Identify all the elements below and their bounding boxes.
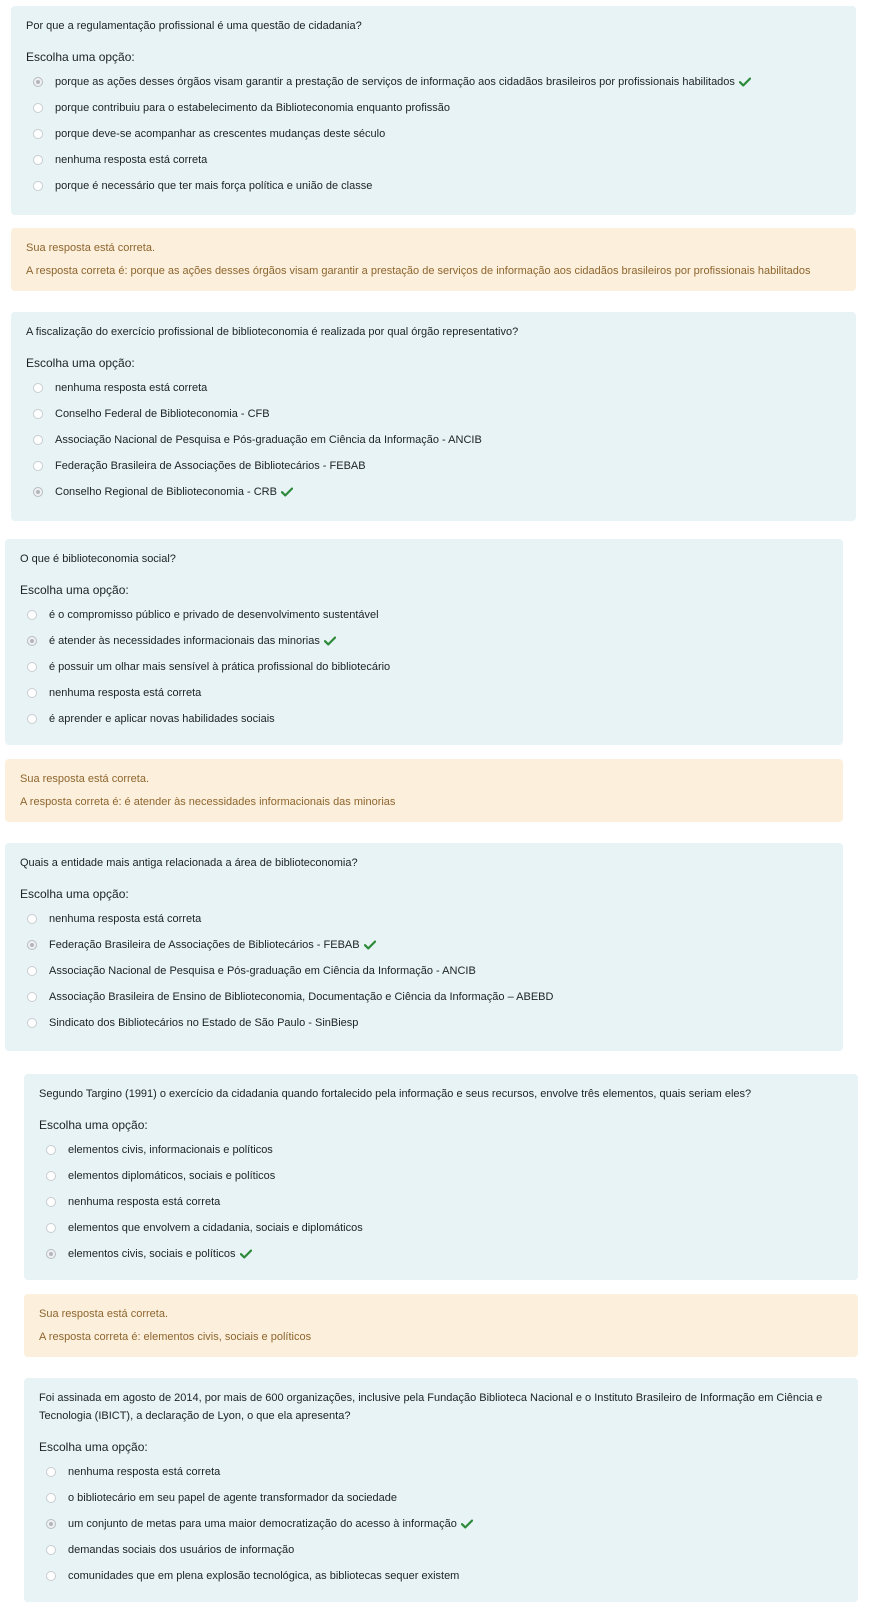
answer-option[interactable] [39,1215,843,1241]
check-icon [281,487,293,497]
radio-button[interactable] [33,181,43,191]
radio-button[interactable] [27,662,37,672]
answer-option-label[interactable]: é atender às necessidades informacionais das minorias [49,635,320,647]
radio-button[interactable] [46,1197,56,1207]
radio-button[interactable] [46,1493,56,1503]
answer-option-label[interactable]: nenhuma resposta está correta [49,687,202,699]
answer-option[interactable] [26,375,841,401]
radio-button[interactable] [27,610,37,620]
feedback-block [5,759,843,822]
radio-button[interactable] [46,1519,56,1529]
radio-button[interactable] [46,1223,56,1233]
answer-option-label[interactable]: o bibliotecário em seu papel de agente transformador da sociedade [68,1492,397,1504]
radio-button[interactable] [27,714,37,724]
answer-option-label[interactable]: é o compromisso público e privado de desenvolvimento sustentável [49,609,379,621]
radio-button[interactable] [46,1249,56,1259]
answer-option-label[interactable]: nenhuma resposta está correta [68,1196,221,1208]
radio-button[interactable] [33,129,43,139]
answer-option[interactable] [39,1459,843,1485]
radio-button[interactable] [27,636,37,646]
question-text: A fiscalização do exercício profissional de biblioteconomia é realizada por qual órgão representativo? [26,326,519,338]
answer-option[interactable] [39,1241,843,1267]
radio-button[interactable] [33,383,43,393]
answer-prompt: Escolha uma opção: [20,887,129,901]
answer-option-label[interactable]: é possuir um olhar mais sensível à prática profissional do bibliotecário [49,661,391,673]
answer-option[interactable] [20,906,828,932]
answer-option[interactable] [26,121,841,147]
answer-prompt: Escolha uma opção: [26,50,135,64]
feedback-block [24,1294,858,1357]
feedback-status: Sua resposta está correta. [20,773,150,785]
answer-option[interactable] [20,958,828,984]
radio-button[interactable] [33,77,43,87]
answer-option-label[interactable]: Associação Brasileira de Ensino de Biblioteconomia, Documentação e Ciência da Informação – ABEBD [49,991,554,1003]
answer-option-label[interactable]: nenhuma resposta está correta [49,913,202,925]
answer-option-label[interactable]: comunidades que em plena explosão tecnológica, as bibliotecas sequer existem [68,1570,460,1582]
question-block [5,539,843,745]
question-text: Segundo Targino (1991) o exercício da cidadania quando fortalecido pela informação e seus recursos, envolve três elementos, quais seriam eles? [39,1088,752,1100]
answer-option[interactable] [26,69,841,95]
answer-option[interactable] [20,706,828,732]
check-icon [324,636,336,646]
answer-option[interactable] [26,479,841,505]
answer-option-label[interactable]: elementos civis, informacionais e políticos [68,1144,273,1156]
question-block [24,1378,858,1602]
answer-option[interactable] [20,680,828,706]
radio-button[interactable] [27,992,37,1002]
answer-option[interactable] [20,1010,828,1036]
answer-option[interactable] [26,95,841,121]
radio-button[interactable] [33,409,43,419]
radio-button[interactable] [27,914,37,924]
answer-option-label[interactable]: elementos diplomáticos, sociais e políticos [68,1170,276,1182]
answer-option[interactable] [39,1511,843,1537]
radio-button[interactable] [46,1467,56,1477]
answer-option-label[interactable]: Sindicato dos Bibliotecários no Estado de São Paulo - SinBiesp [49,1017,359,1029]
answer-option-label[interactable]: Federação Brasileira de Associações de Bibliotecários - FEBAB [49,939,360,951]
radio-button[interactable] [33,487,43,497]
answer-option[interactable] [39,1537,843,1563]
feedback-block [11,228,856,291]
answer-option-label[interactable]: Conselho Regional de Biblioteconomia - CRB [55,486,277,498]
answer-option[interactable] [39,1189,843,1215]
answer-option-label[interactable]: porque as ações desses órgãos visam garantir a prestação de serviços de informação aos cidadãos brasileiros por profissionais habilitados [55,76,735,88]
answer-option[interactable] [26,173,841,199]
answer-option[interactable] [20,628,828,654]
question-block [5,843,843,1051]
answer-prompt: Escolha uma opção: [39,1440,148,1454]
answer-prompt: Escolha uma opção: [39,1118,148,1132]
question-block [24,1074,858,1280]
question-text: Por que a regulamentação profissional é uma questão de cidadania? [26,20,362,32]
radio-button[interactable] [33,435,43,445]
answer-option-label[interactable]: Associação Nacional de Pesquisa e Pós-graduação em Ciência da Informação - ANCIB [49,965,476,977]
answer-option[interactable] [26,453,841,479]
radio-button[interactable] [46,1545,56,1555]
answer-option-label[interactable]: Associação Nacional de Pesquisa e Pós-graduação em Ciência da Informação - ANCIB [55,434,482,446]
check-icon [364,940,376,950]
answer-option[interactable] [39,1163,843,1189]
radio-button[interactable] [27,688,37,698]
answer-option-label[interactable]: nenhuma resposta está correta [55,154,208,166]
question-text: Foi assinada em agosto de 2014, por mais de 600 organizações, inclusive pela Fundação Biblioteca Nacional e o Instituto Brasileiro de Informação em Ciência e Tecnologia (IBICT), a declaração de Lyon, o que ela apresenta? [39,1392,823,1422]
answer-prompt: Escolha uma opção: [20,583,129,597]
radio-button[interactable] [46,1171,56,1181]
answer-option[interactable] [39,1137,843,1163]
answer-option[interactable] [20,602,828,628]
check-icon [739,77,751,87]
check-icon [240,1249,252,1259]
check-icon [461,1519,473,1529]
answer-option-label[interactable]: é aprender e aplicar novas habilidades sociais [49,713,275,725]
answer-option[interactable] [26,427,841,453]
radio-button[interactable] [33,461,43,471]
answer-option[interactable] [26,401,841,427]
radio-button[interactable] [27,940,37,950]
feedback-correct-answer: A resposta correta é: elementos civis, sociais e políticos [39,1331,312,1343]
answer-option-label[interactable]: porque deve-se acompanhar as crescentes mudanças deste século [55,128,386,140]
answer-option-label[interactable]: porque contribuiu para o estabelecimento da Biblioteconomia enquanto profissão [55,102,451,114]
feedback-correct-answer: A resposta correta é: é atender às necessidades informacionais das minorias [20,796,396,808]
answer-option[interactable] [39,1563,843,1589]
answer-option-label[interactable]: nenhuma resposta está correta [55,382,208,394]
radio-button[interactable] [46,1571,56,1581]
answer-option[interactable] [26,147,841,173]
question-text: O que é biblioteconomia social? [20,553,176,565]
answer-prompt: Escolha uma opção: [26,356,135,370]
radio-button[interactable] [46,1145,56,1155]
answer-option-label[interactable]: porque é necessário que ter mais força política e união de classe [55,180,373,192]
answer-option[interactable] [20,654,828,680]
radio-button[interactable] [27,966,37,976]
question-text: Quais a entidade mais antiga relacionada a área de biblioteconomia? [20,857,358,869]
feedback-status: Sua resposta está correta. [26,242,156,254]
radio-button[interactable] [33,103,43,113]
answer-option[interactable] [20,984,828,1010]
radio-button[interactable] [27,1018,37,1028]
feedback-correct-answer: A resposta correta é: porque as ações desses órgãos visam garantir a prestação de serviços de informação aos cidadãos brasileiros por profissionais habilitados [26,265,811,277]
answer-option-label[interactable]: elementos civis, sociais e políticos [68,1248,236,1260]
answer-option-label[interactable]: Federação Brasileira de Associações de Bibliotecários - FEBAB [55,460,366,472]
answer-option-label[interactable]: elementos que envolvem a cidadania, sociais e diplomáticos [68,1222,363,1234]
answer-option[interactable] [39,1485,843,1511]
answer-option-label[interactable]: Conselho Federal de Biblioteconomia - CFB [55,408,270,420]
question-block [11,6,856,215]
answer-option[interactable] [20,932,828,958]
answer-option-label[interactable]: demandas sociais dos usuários de informação [68,1544,295,1556]
radio-button[interactable] [33,155,43,165]
answer-option-label[interactable]: um conjunto de metas para uma maior democratização do acesso à informação [68,1518,457,1530]
answer-option-label[interactable]: nenhuma resposta está correta [68,1466,221,1478]
question-block [11,312,856,521]
feedback-status: Sua resposta está correta. [39,1308,169,1320]
